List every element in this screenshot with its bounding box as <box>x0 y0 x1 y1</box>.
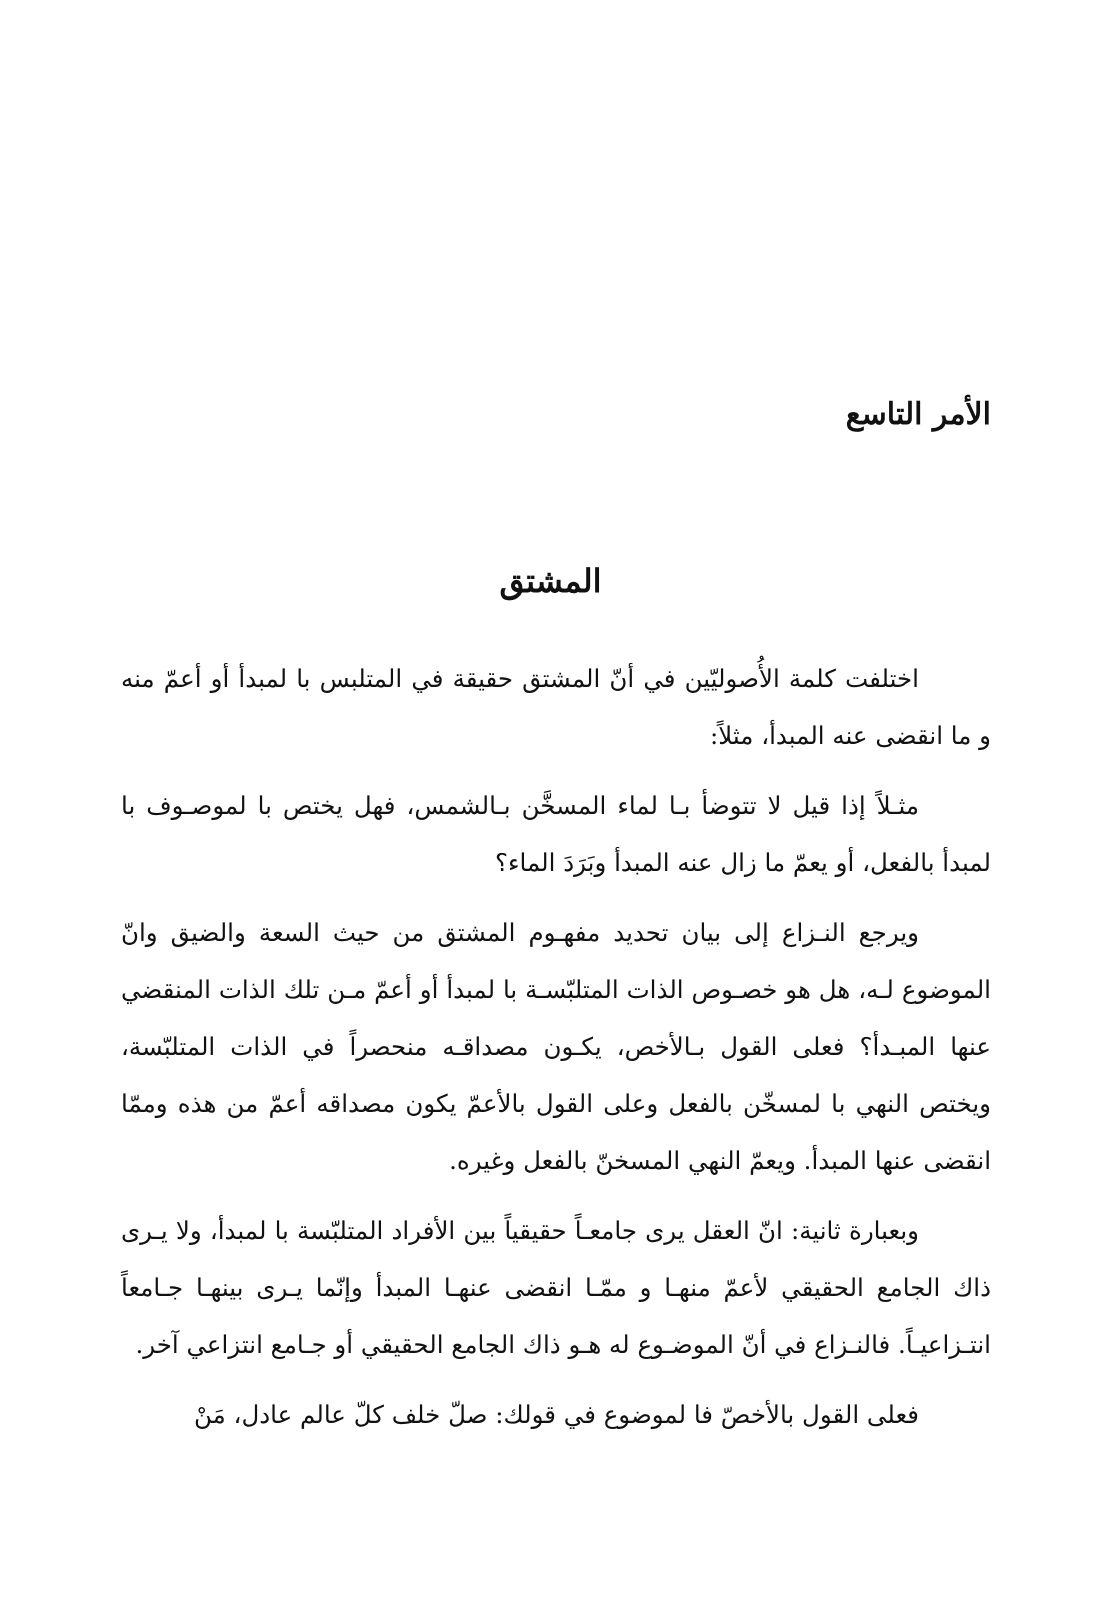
paragraph-1: اختلفت كلمة الأُصوليّين في أنّ المشتق حقيقة في المتلبس با لمبدأ أو أعمّ منه و ما انقضى عنه المبدأ، مثلاً: <box>121 664 991 750</box>
paragraph-3: ويرجع النـزاع إلى بيان تحديد مفهـوم المشتق من حيث السعة والضيق وانّ الموضوع لـه، هل هو خصـوص الذات المتلبّسـة با لمبدأ أو أعمّ مـن تلك الذات المنقضي عنها المبـدأ؟ فعلى القول بـالأخص، يكـون مصداقـه منحصراً في الذات المتلبّسة، ويختص النهي با لمسخّن بالفعل وعلى القول بالأعمّ يكون مصداقه أعمّ من هذه وممّا انقضى عنها المبدأ. ويعمّ النهي المسخنّ بالفعل وغيره. <box>121 918 991 1175</box>
paragraph-2: مثـلاً إذا قيل لا تتوضأ بـا لماء المسخَّن بـالشمس، فهل يختص با لموصـوف با لمبدأ بالفعل، أو يعمّ ما زال عنه المبدأ وبَرَدَ الماء؟ <box>121 791 991 877</box>
paragraph-5: فعلى القول بالأخصّ فا لموضوع في قولك: صلّ خلف كلّ عالم عادل، مَنْ <box>194 1400 919 1429</box>
section-heading: الأمر التاسع <box>845 397 991 432</box>
paragraph-4: وبعبارة ثانية: انّ العقل يرى جامعـاً حقيقياً بين الأفراد المتلبّسة با لمبدأ، ولا يـرى ذاك الجامع الحقيقي لأعمّ منهـا و ممّـا انقضى عنهـا المبدأ وإنّما يـرى بينهـا جـامعاً انتـزاعيـاً. فالنـزاع في أنّ الموضـوع له هـو ذاك الجامع الحقيقي أو جـامع انتزاعي آخر. <box>121 1216 991 1359</box>
chapter-title: المشتق <box>499 562 602 600</box>
body-text <box>121 650 991 1456</box>
